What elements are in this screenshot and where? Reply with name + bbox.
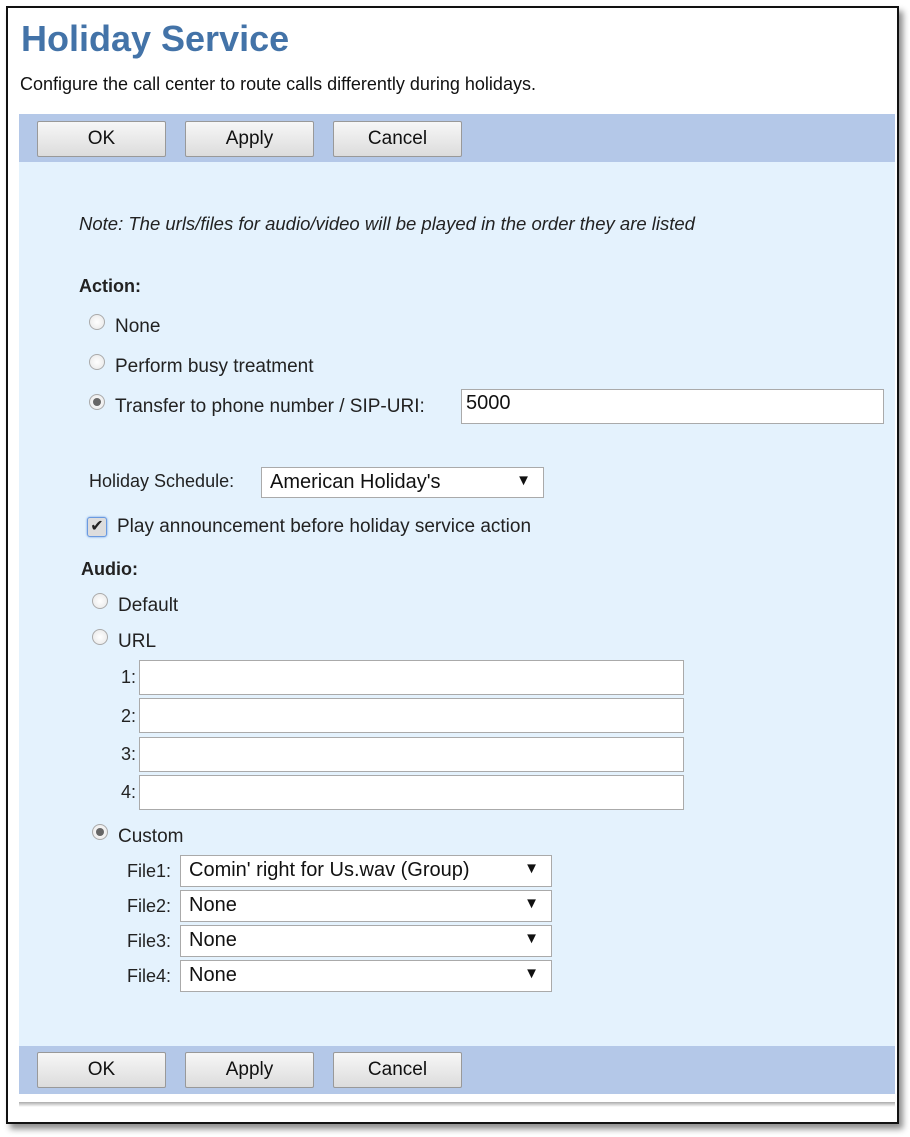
audio-label: Audio: <box>81 559 138 579</box>
url-4-input[interactable] <box>139 775 684 810</box>
file-4-label: File4: <box>127 966 172 986</box>
page-description: Configure the call center to route calls differently during holidays. <box>20 74 536 94</box>
holiday-schedule-select[interactable] <box>261 467 544 498</box>
url-3-label: 3: <box>121 744 137 764</box>
file-4-value: None <box>189 964 237 986</box>
action-transfer-radio[interactable] <box>89 394 105 410</box>
url-2-label: 2: <box>121 706 137 726</box>
file-3-label: File3: <box>127 931 172 951</box>
file-4-select[interactable] <box>180 960 552 992</box>
file-1-label: File1: <box>127 861 172 881</box>
cancel-button[interactable]: Cancel <box>333 121 462 157</box>
note-text: Note: The urls/files for audio/video will be played in the order they are listed <box>79 213 695 234</box>
dropdown-arrow-icon: ▼ <box>524 895 539 912</box>
url-3-input[interactable] <box>139 737 684 772</box>
apply-button-bottom[interactable]: Apply <box>185 1052 314 1088</box>
file-1-select[interactable] <box>180 855 552 887</box>
holiday-schedule-label: Holiday Schedule: <box>89 471 235 491</box>
action-busy-label: Perform busy treatment <box>115 356 314 377</box>
holiday-schedule-value: American Holiday's <box>270 471 441 493</box>
bottom-divider <box>19 1102 895 1107</box>
file-3-value: None <box>189 929 237 951</box>
file-1-value: Comin' right for Us.wav (Group) <box>189 859 470 881</box>
dropdown-arrow-icon: ▼ <box>516 472 531 489</box>
action-none-radio[interactable] <box>89 314 105 330</box>
action-label: Action: <box>79 276 141 296</box>
dropdown-arrow-icon: ▼ <box>524 860 539 877</box>
dropdown-arrow-icon: ▼ <box>524 965 539 982</box>
file-2-select[interactable] <box>180 890 552 922</box>
audio-default-label: Default <box>118 595 179 616</box>
url-2-input[interactable] <box>139 698 684 733</box>
file-2-value: None <box>189 894 237 916</box>
audio-default-radio[interactable] <box>92 593 108 609</box>
ok-button-bottom[interactable]: OK <box>37 1052 166 1088</box>
apply-button[interactable]: Apply <box>185 121 314 157</box>
file-3-select[interactable] <box>180 925 552 957</box>
action-transfer-label: Transfer to phone number / SIP-URI: <box>115 396 425 417</box>
audio-custom-radio[interactable] <box>92 824 108 840</box>
action-busy-radio[interactable] <box>89 354 105 370</box>
ok-button[interactable]: OK <box>37 121 166 157</box>
page-title: Holiday Service <box>21 18 290 59</box>
transfer-number-input[interactable]: 5000 <box>461 389 884 424</box>
announcement-checkbox[interactable]: ✔ <box>87 517 107 537</box>
cancel-button-bottom[interactable]: Cancel <box>333 1052 462 1088</box>
audio-url-label: URL <box>118 631 157 652</box>
dropdown-arrow-icon: ▼ <box>524 930 539 947</box>
file-2-label: File2: <box>127 896 172 916</box>
audio-url-radio[interactable] <box>92 629 108 645</box>
url-1-label: 1: <box>121 667 137 687</box>
url-1-input[interactable] <box>139 660 684 695</box>
audio-custom-label: Custom <box>118 826 184 847</box>
announcement-label: Play announcement before holiday service action <box>117 516 532 537</box>
action-none-label: None <box>115 316 161 337</box>
url-4-label: 4: <box>121 782 137 802</box>
